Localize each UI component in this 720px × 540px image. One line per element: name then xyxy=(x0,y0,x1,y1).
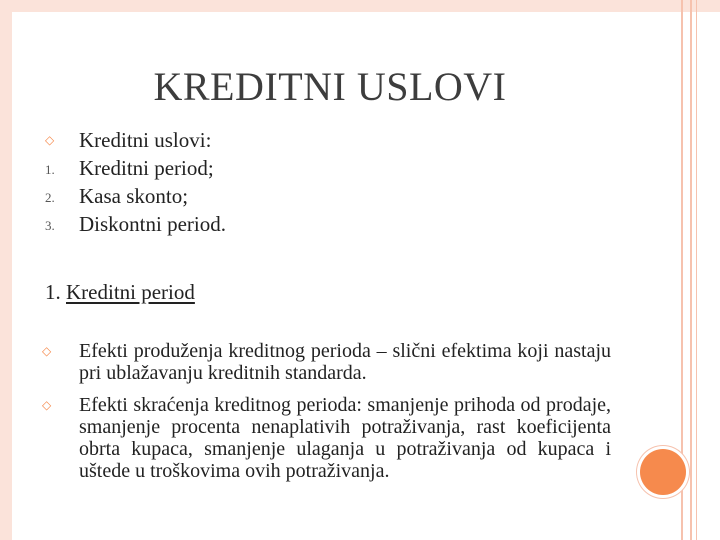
section-number: 1. xyxy=(45,280,61,304)
list-number: 3. xyxy=(45,218,55,233)
list-number: 1. xyxy=(45,162,55,177)
list-number: 2. xyxy=(45,190,55,205)
list-item-text: Diskontni period. xyxy=(79,212,226,236)
section-title: Kreditni period xyxy=(66,280,195,304)
list-item-text: Kreditni period; xyxy=(79,156,214,180)
decorative-rule xyxy=(690,0,692,540)
paragraph: Efekti produženja kreditnog perioda – slični efektima koji nastaju pri ublažavanju kreditnih standarda. xyxy=(79,340,611,384)
section-heading xyxy=(45,280,195,304)
diamond-bullet-icon: ◇ xyxy=(42,398,52,412)
list-item-text: Kasa skonto; xyxy=(79,184,189,208)
decorative-rule xyxy=(696,0,697,540)
decorative-circle xyxy=(640,449,686,495)
diamond-bullet-icon: ◇ xyxy=(45,133,55,147)
intro-lead: Kreditni uslovi: xyxy=(79,128,212,152)
slide-title: KREDITNI USLOVI xyxy=(153,64,507,109)
diamond-bullet-icon: ◇ xyxy=(42,344,52,358)
paragraph: Efekti skraćenja kreditnog perioda: smanjenje prihoda od prodaje, smanjenje procenta nenaplativih potraživanja, rast koeficijenta obrta kupaca, smanjenje ulaganja u potraživanja od kupaca i uštede u troškovima ovih potraživanja. xyxy=(79,394,611,482)
